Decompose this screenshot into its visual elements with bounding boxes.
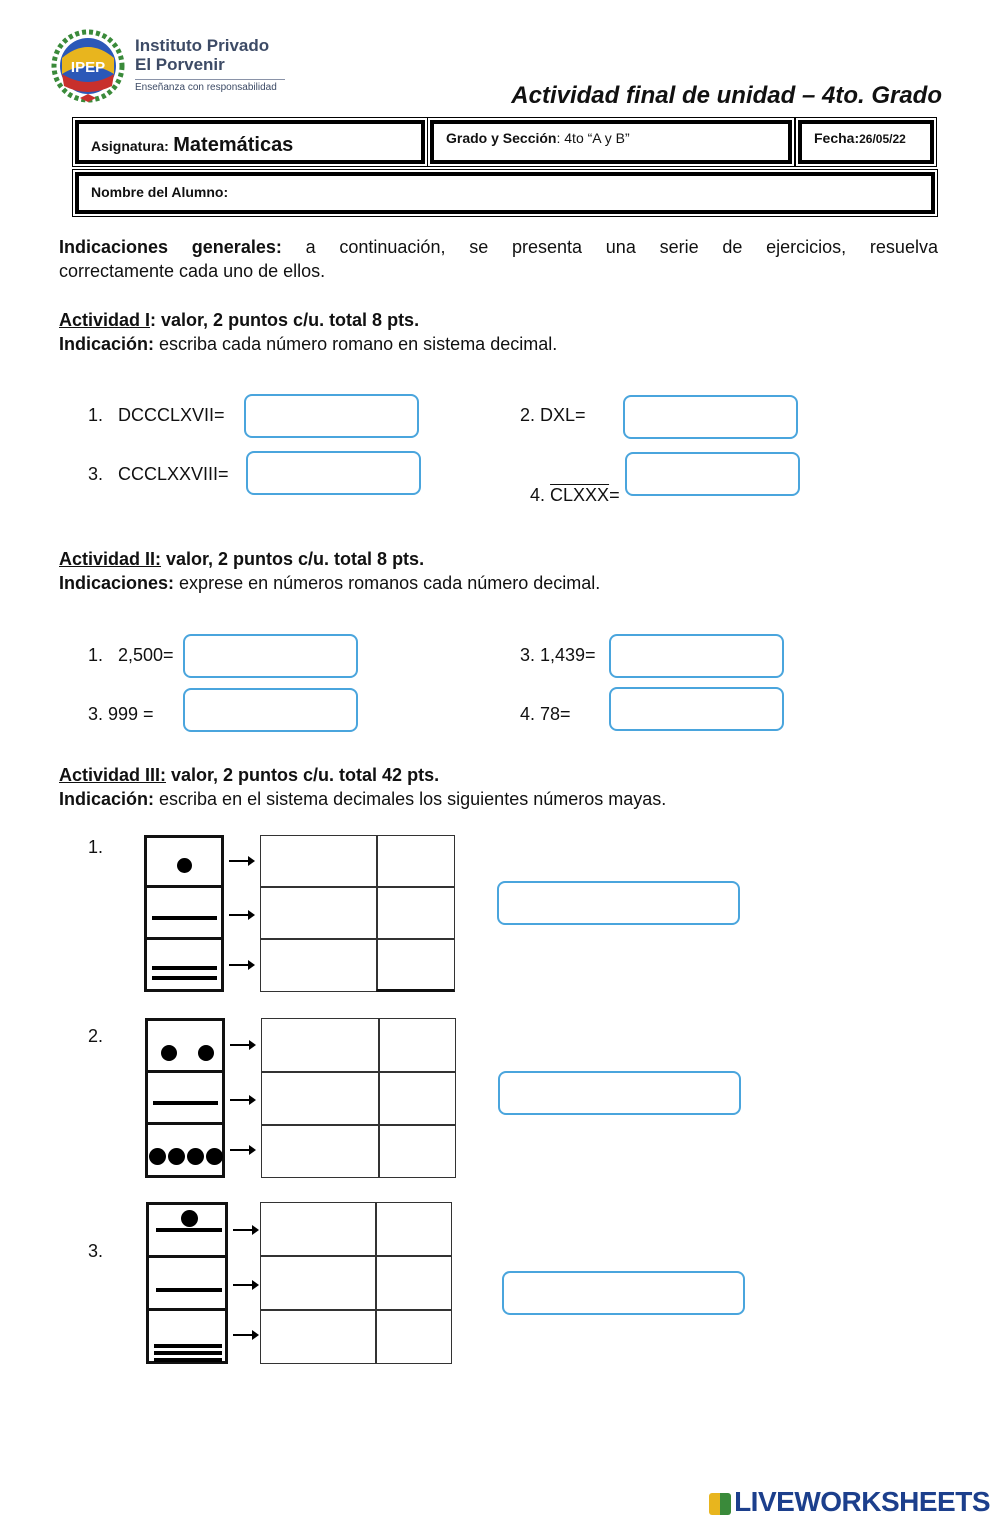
activity1-item3-label: 3. CCCLXXVIII= xyxy=(88,464,229,484)
maya3-grid-cell[interactable] xyxy=(260,1309,377,1364)
activity1-answer2[interactable] xyxy=(623,395,798,439)
maya2-grid-cell[interactable] xyxy=(378,1124,456,1178)
arrow-icon xyxy=(233,1229,257,1231)
activity2-answer2[interactable] xyxy=(609,634,784,678)
maya-bar xyxy=(156,1228,222,1232)
student-name-box[interactable] xyxy=(75,172,935,214)
maya2-glyph xyxy=(145,1018,225,1178)
maya1-grid-cell[interactable] xyxy=(376,938,455,992)
date-label: Fecha: xyxy=(814,130,860,146)
activity2-item3-label: 3. 999 = xyxy=(88,704,154,724)
maya2-grid-cell[interactable] xyxy=(378,1018,456,1073)
maya-dot xyxy=(177,858,192,873)
liveworksheets-text: LIVEWORKSHEETS xyxy=(734,1486,990,1517)
activity3-title-rest: valor, 2 puntos c/u. total 42 pts. xyxy=(166,765,440,785)
activity1-answer1[interactable] xyxy=(244,394,419,438)
maya-bar xyxy=(152,916,217,920)
activity1-ind-text: escriba cada número romano en sistema decimal. xyxy=(159,334,558,354)
arrow-icon xyxy=(233,1334,257,1336)
maya-bar xyxy=(152,976,217,980)
institution-tagline: Enseñanza con responsabilidad xyxy=(135,79,285,93)
maya1-grid-cell[interactable] xyxy=(260,835,378,888)
activity2-item1-label: 1. 2,500= xyxy=(88,645,174,665)
institution-name-line1: Instituto Privado xyxy=(135,36,270,55)
activity3-title-label: Actividad III: xyxy=(59,765,167,785)
maya-bar xyxy=(154,1351,222,1355)
activity1-item4-roman: CLXXX xyxy=(550,485,610,505)
date-value: 26/05/22 xyxy=(859,132,906,146)
grade-value: : 4to “A y B” xyxy=(556,130,630,146)
maya3-level1 xyxy=(146,1308,228,1364)
grade-box xyxy=(430,120,792,164)
arrow-icon xyxy=(230,1099,254,1101)
activity2-instruction xyxy=(59,571,600,595)
maya3-grid-cell[interactable] xyxy=(375,1309,452,1364)
maya3-grid xyxy=(260,1202,452,1364)
subject-label: Asignatura: xyxy=(91,138,169,154)
maya3-grid-cell[interactable] xyxy=(260,1255,377,1311)
activity2-title-label: Actividad II: xyxy=(59,549,162,569)
maya3-level2 xyxy=(146,1255,228,1311)
maya1-level2 xyxy=(144,885,224,940)
activity2-ind-label: Indicaciones: xyxy=(59,573,175,593)
arrow-icon xyxy=(230,1044,254,1046)
maya-dot xyxy=(161,1045,177,1061)
activity2-title-rest: valor, 2 puntos c/u. total 8 pts. xyxy=(161,549,425,569)
activity2-item4-label: 4. 78= xyxy=(520,704,571,724)
arrow-icon xyxy=(233,1284,257,1286)
maya2-level3 xyxy=(145,1018,225,1073)
activity3-answer2[interactable] xyxy=(498,1071,741,1115)
maya3-grid-cell[interactable] xyxy=(375,1202,452,1257)
maya3-grid-cell[interactable] xyxy=(260,1202,377,1257)
activity2-item2-label: 3. 1,439= xyxy=(520,645,596,665)
maya1-grid-cell[interactable] xyxy=(260,938,378,992)
maya-dot xyxy=(149,1148,166,1165)
maya3-grid-cell[interactable] xyxy=(375,1255,452,1311)
arrow-icon xyxy=(230,1149,254,1151)
activity1-title xyxy=(59,308,419,332)
maya2-level2 xyxy=(145,1070,225,1125)
activity3-title xyxy=(59,763,439,787)
activity3-ind-text: escriba en el sistema decimales los siguientes números mayas. xyxy=(159,789,667,809)
maya2-grid-cell[interactable] xyxy=(261,1071,380,1126)
activity1-answer4[interactable] xyxy=(625,452,800,496)
grade-label: Grado y Sección xyxy=(446,130,557,146)
maya-dot xyxy=(187,1148,204,1165)
activity1-instruction xyxy=(59,332,557,356)
logo-text: IPEP xyxy=(70,59,106,76)
maya-bar xyxy=(154,1358,222,1362)
arrow-icon xyxy=(229,964,253,966)
institution-name xyxy=(135,36,269,74)
maya-dot xyxy=(198,1045,214,1061)
general-instructions xyxy=(59,235,938,259)
activity3-answer3[interactable] xyxy=(502,1271,745,1315)
student-name-label: Nombre del Alumno: xyxy=(91,184,229,200)
activity2-answer3[interactable] xyxy=(183,688,358,732)
liveworksheets-logo xyxy=(709,1486,990,1518)
subject-box xyxy=(75,120,425,164)
maya3-level3 xyxy=(146,1202,228,1258)
general-label: Indicaciones generales: xyxy=(59,237,282,257)
activity1-item4-equals: = xyxy=(609,485,620,505)
activity1-title-rest: : valor, 2 puntos c/u. total 8 pts. xyxy=(150,310,420,330)
activity2-ind-text: exprese en números romanos cada número decimal. xyxy=(179,573,601,593)
activity1-item1-label: 1. DCCCLXVII= xyxy=(88,405,225,425)
activity2-title xyxy=(59,547,424,571)
maya-dot xyxy=(168,1148,185,1165)
maya1-level1 xyxy=(144,937,224,992)
maya-bar xyxy=(153,1101,218,1105)
maya2-level1 xyxy=(145,1122,225,1178)
maya2-grid xyxy=(261,1018,456,1178)
maya1-level3 xyxy=(144,835,224,888)
arrow-icon xyxy=(229,914,253,916)
maya1-grid xyxy=(260,835,456,992)
maya-dot xyxy=(206,1148,223,1165)
general-text: a continuación, se presenta una serie de ejercicios, resuelva xyxy=(305,237,938,257)
date-box xyxy=(798,120,934,164)
activity1-item2-label: 2. DXL= xyxy=(520,405,586,425)
maya3-glyph xyxy=(146,1202,228,1364)
maya2-grid-cell[interactable] xyxy=(261,1018,380,1073)
page-title: Actividad final de unidad – 4to. Grado xyxy=(511,82,942,109)
maya1-grid-cell[interactable] xyxy=(376,886,455,940)
activity1-item4-label xyxy=(520,464,620,506)
maya2-grid-cell[interactable] xyxy=(261,1124,380,1178)
maya3-number: 3. xyxy=(88,1241,104,1261)
maya1-glyph xyxy=(144,835,224,992)
maya2-number: 2. xyxy=(88,1026,104,1046)
maya1-grid-cell[interactable] xyxy=(376,835,455,888)
maya-dot xyxy=(181,1210,198,1227)
general-text-line2: correctamente cada uno de ellos. xyxy=(59,261,326,281)
activity3-instruction xyxy=(59,787,666,811)
liveworksheets-icon xyxy=(709,1493,731,1515)
arrow-icon xyxy=(229,860,253,862)
activity1-answer3[interactable] xyxy=(246,451,421,495)
maya-bar xyxy=(152,966,217,970)
activity2-answer4[interactable] xyxy=(609,687,784,731)
activity3-answer1[interactable] xyxy=(497,881,740,925)
activity1-title-label: Actividad I xyxy=(59,310,151,330)
maya1-grid-cell[interactable] xyxy=(260,886,378,940)
maya-bar xyxy=(154,1344,222,1348)
institution-name-line2: El Porvenir xyxy=(135,55,225,74)
school-logo xyxy=(46,28,130,106)
activity2-answer1[interactable] xyxy=(183,634,358,678)
activity1-ind-label: Indicación: xyxy=(59,334,155,354)
subject-value: Matemáticas xyxy=(173,134,294,156)
activity3-ind-label: Indicación: xyxy=(59,789,155,809)
maya2-grid-cell[interactable] xyxy=(378,1071,456,1126)
maya-bar xyxy=(156,1288,222,1292)
activity1-item4-number: 4. xyxy=(530,485,551,505)
maya1-number: 1. xyxy=(88,837,104,857)
